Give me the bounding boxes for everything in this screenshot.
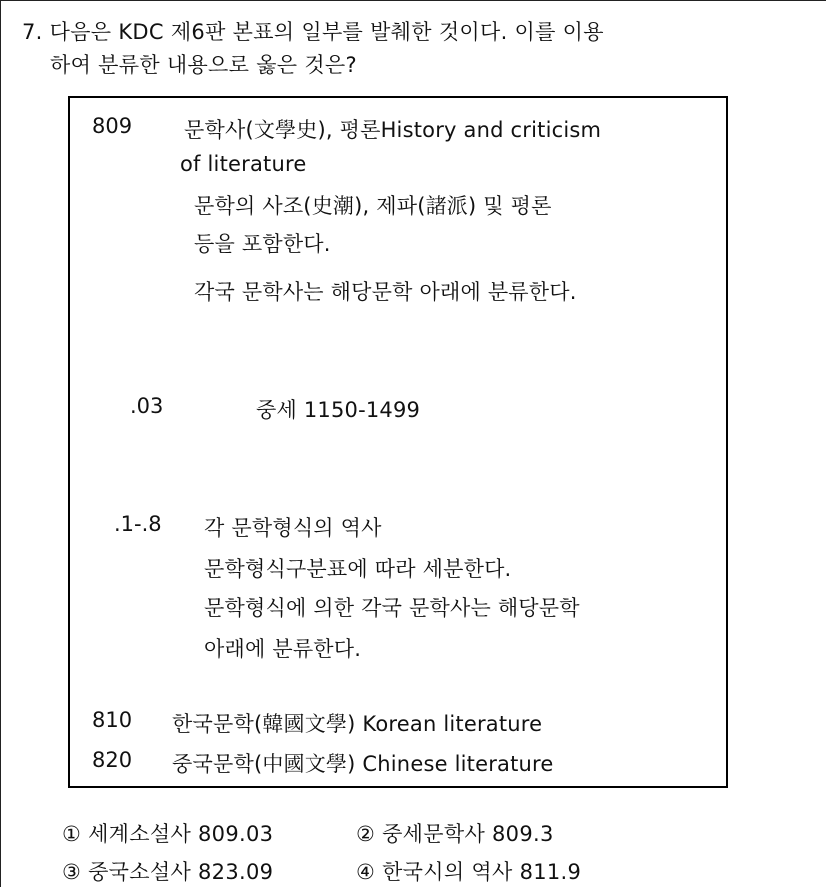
class-label-03: 중세 1150-1499 — [256, 398, 421, 422]
class-note-809-1-line1: 문학의 사조(史潮), 제파(諸派) 및 평론 — [194, 194, 552, 218]
class-code-810: 810 — [92, 708, 133, 732]
class-label-820: 중국문학(中國文學) Chinese literature — [172, 752, 554, 776]
class-note-1-8-2-line2: 아래에 분류한다. — [204, 637, 362, 661]
class-note-809-1-line2: 등을 포함한다. — [194, 232, 331, 256]
class-code-809: 809 — [92, 114, 133, 138]
class-code-820: 820 — [92, 748, 133, 772]
kdc-excerpt-box — [68, 96, 728, 788]
class-title-809-line2: of literature — [180, 152, 307, 176]
class-label-810: 한국문학(韓國文學) Korean literature — [172, 712, 543, 736]
class-label-1-8: 각 문학형식의 역사 — [204, 516, 382, 540]
choice-1[interactable]: ① 세계소설사 809.03 — [62, 822, 274, 846]
class-code-1-8: .1-.8 — [114, 512, 162, 536]
choice-2[interactable]: ② 중세문학사 809.3 — [356, 822, 554, 846]
class-title-809-line1: 문학사(文學史), 평론History and criticism — [184, 118, 602, 142]
choice-3[interactable]: ③ 중국소설사 823.09 — [62, 860, 274, 884]
choice-4[interactable]: ④ 한국시의 역사 811.9 — [356, 860, 582, 884]
class-note-1-8-2-line1: 문학형식에 의한 각국 문학사는 해당문학 — [204, 596, 580, 620]
class-note-1-8-1: 문학형식구분표에 따라 세분한다. — [204, 557, 512, 581]
class-code-03: .03 — [130, 394, 164, 418]
question-line-1: 7. 다음은 KDC 제6판 본표의 일부를 발췌한 것이다. 이를 이용 — [22, 20, 604, 44]
question-line-2: 하여 분류한 내용으로 옳은 것은? — [50, 53, 357, 77]
class-note-809-2: 각국 문학사는 해당문학 아래에 분류한다. — [194, 280, 577, 304]
